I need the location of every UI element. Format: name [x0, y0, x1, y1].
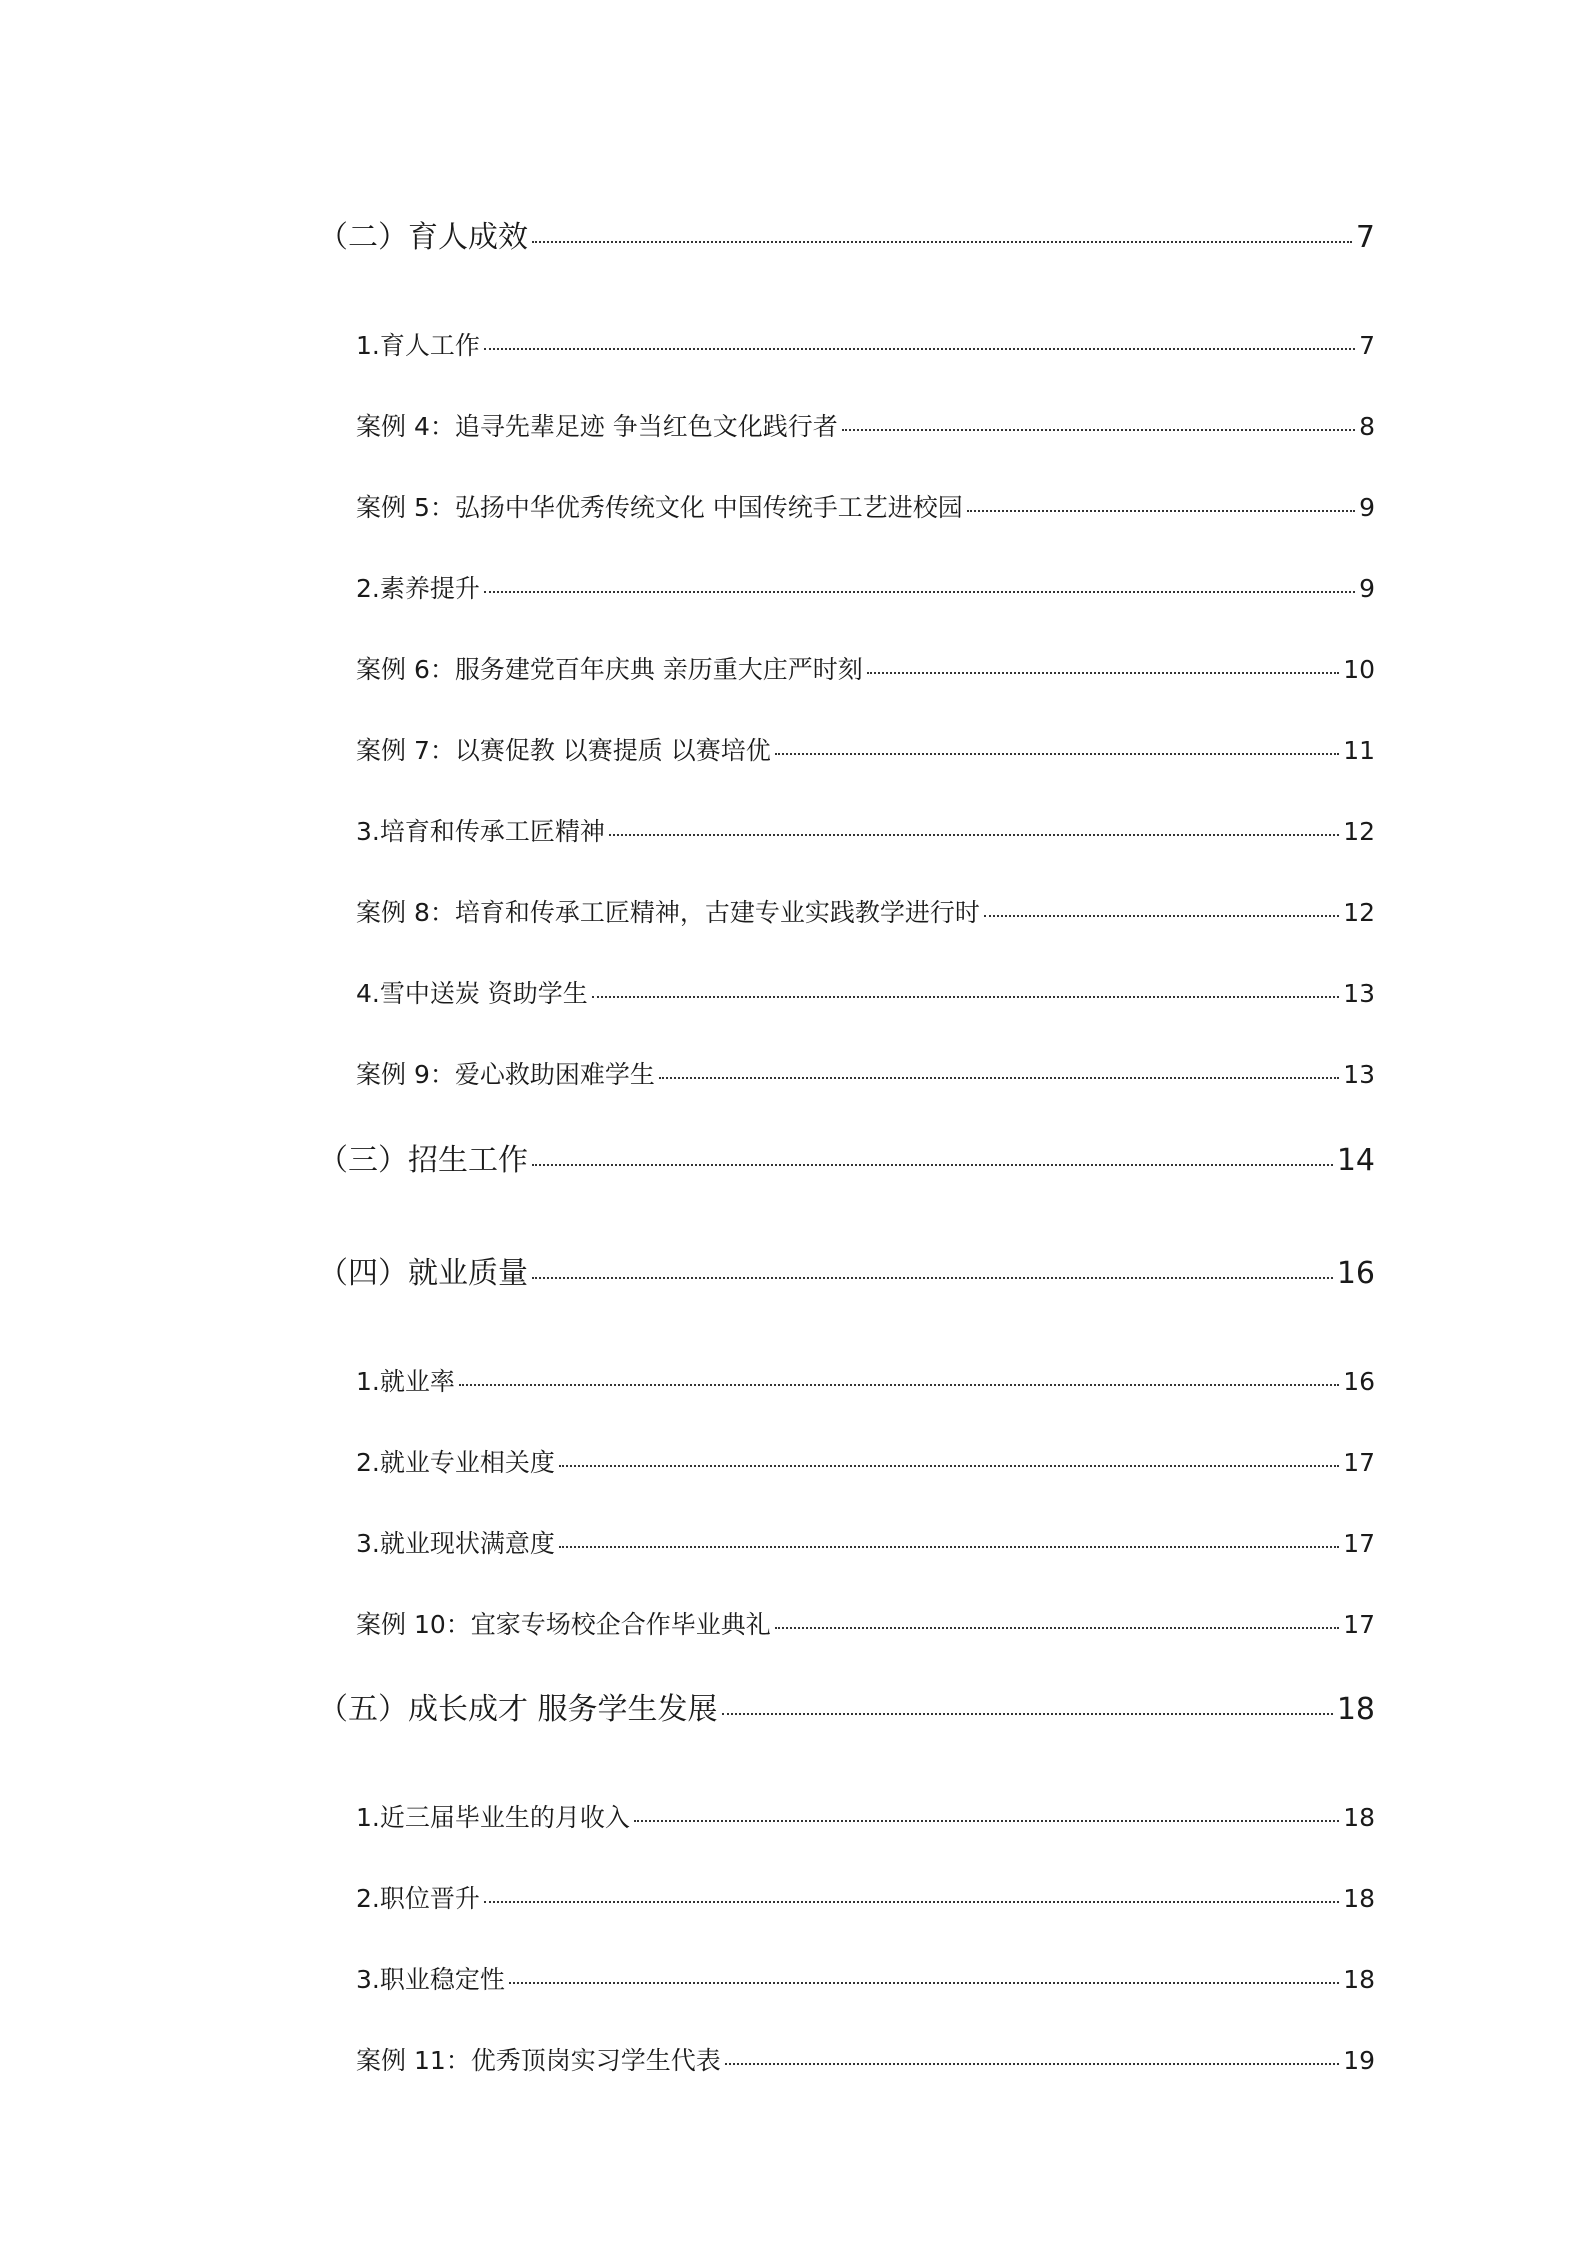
toc-entry-page: 18 — [1343, 1884, 1375, 1913]
toc-entry-page: 14 — [1336, 1143, 1375, 1178]
toc-entry-section-4[interactable] — [318, 1248, 1375, 1291]
toc-entry-section-3[interactable] — [318, 1135, 1375, 1178]
toc-entry-case[interactable] — [356, 650, 1375, 684]
dot-leader — [722, 1713, 1333, 1715]
toc-entry-title: （二）育人成效 — [318, 220, 528, 255]
toc-entry-item[interactable] — [356, 1798, 1375, 1832]
toc-entry-item[interactable] — [356, 1443, 1375, 1477]
toc-entry-title: （五）成长成才 服务学生发展 — [318, 1692, 718, 1727]
toc-entry-case[interactable] — [356, 2041, 1375, 2075]
toc-entry-item[interactable] — [356, 569, 1375, 603]
toc-entry-page: 7 — [1355, 220, 1375, 255]
toc-entry-page: 10 — [1343, 655, 1375, 684]
toc-entry-page: 17 — [1343, 1448, 1375, 1477]
dot-leader — [775, 753, 1339, 755]
dot-leader — [634, 1820, 1339, 1822]
toc-entry-page: 8 — [1359, 412, 1375, 441]
toc-entry-page: 13 — [1343, 1060, 1375, 1089]
toc-entry-title: 案例 11：优秀顶岗实习学生代表 — [356, 2046, 721, 2075]
toc-entry-title: 4.雪中送炭 资助学生 — [356, 979, 588, 1008]
toc-entry-title: 2.就业专业相关度 — [356, 1448, 555, 1477]
toc-entry-section-2[interactable] — [318, 212, 1375, 255]
toc-entry-title: 3.培育和传承工匠精神 — [356, 817, 605, 846]
toc-entry-title: 3.就业现状满意度 — [356, 1529, 555, 1558]
dot-leader — [967, 510, 1355, 512]
dot-leader — [532, 1164, 1333, 1166]
toc-entry-section-5[interactable] — [318, 1684, 1375, 1727]
toc-entry-case[interactable] — [356, 731, 1375, 765]
toc-entry-title: 案例 6：服务建党百年庆典 亲历重大庄严时刻 — [356, 655, 863, 684]
dot-leader — [775, 1627, 1339, 1629]
dot-leader — [842, 429, 1355, 431]
toc-entry-title: 2.素养提升 — [356, 574, 480, 603]
dot-leader — [867, 672, 1339, 674]
dot-leader — [725, 2063, 1339, 2065]
toc-entry-title: （四）就业质量 — [318, 1256, 528, 1291]
toc-entry-title: 2.职位晋升 — [356, 1884, 480, 1913]
toc-entry-page: 11 — [1343, 736, 1375, 765]
toc-entry-title: 案例 9：爱心救助困难学生 — [356, 1060, 655, 1089]
dot-leader — [509, 1982, 1339, 1984]
dot-leader — [559, 1465, 1339, 1467]
toc-entry-page: 19 — [1343, 2046, 1375, 2075]
dot-leader — [609, 834, 1339, 836]
toc-entry-page: 16 — [1343, 1367, 1375, 1396]
dot-leader — [484, 348, 1355, 350]
toc-entry-title: 1.就业率 — [356, 1367, 455, 1396]
toc-entry-title: 案例 5：弘扬中华优秀传统文化 中国传统手工艺进校园 — [356, 493, 963, 522]
toc-entry-case[interactable] — [356, 1055, 1375, 1089]
toc-entry-item[interactable] — [356, 1960, 1375, 1994]
toc-entry-page: 18 — [1336, 1692, 1375, 1727]
toc-entry-page: 17 — [1343, 1610, 1375, 1639]
dot-leader — [484, 591, 1355, 593]
dot-leader — [484, 1901, 1339, 1903]
toc-entry-item[interactable] — [356, 1362, 1375, 1396]
toc-entry-case[interactable] — [356, 1605, 1375, 1639]
toc-entry-title: 案例 8：培育和传承工匠精神，古建专业实践教学进行时 — [356, 898, 980, 927]
dot-leader — [459, 1384, 1339, 1386]
toc-entry-title: 案例 4：追寻先辈足迹 争当红色文化践行者 — [356, 412, 838, 441]
dot-leader — [532, 1277, 1333, 1279]
toc-entry-case[interactable] — [356, 488, 1375, 522]
dot-leader — [984, 915, 1339, 917]
toc-entry-page: 9 — [1359, 493, 1375, 522]
toc-entry-title: 1.近三届毕业生的月收入 — [356, 1803, 630, 1832]
toc-entry-item[interactable] — [356, 1524, 1375, 1558]
toc-entry-item[interactable] — [356, 1879, 1375, 1913]
dot-leader — [559, 1546, 1339, 1548]
toc-entry-page: 13 — [1343, 979, 1375, 1008]
toc-entry-page: 18 — [1343, 1803, 1375, 1832]
dot-leader — [532, 241, 1352, 243]
toc-entry-title: （三）招生工作 — [318, 1143, 528, 1178]
toc-entry-item[interactable] — [356, 974, 1375, 1008]
toc-entry-title: 3.职业稳定性 — [356, 1965, 505, 1994]
toc-entry-page: 9 — [1359, 574, 1375, 603]
toc-entry-case[interactable] — [356, 893, 1375, 927]
toc-entry-page: 17 — [1343, 1529, 1375, 1558]
toc-entry-page: 12 — [1343, 898, 1375, 927]
toc-entry-page: 16 — [1336, 1256, 1375, 1291]
toc-entry-title: 案例 7：以赛促教 以赛提质 以赛培优 — [356, 736, 771, 765]
toc-entry-item[interactable] — [356, 812, 1375, 846]
toc-entry-item[interactable] — [356, 326, 1375, 360]
toc-entry-page: 7 — [1359, 331, 1375, 360]
toc-entry-title: 1.育人工作 — [356, 331, 480, 360]
dot-leader — [592, 996, 1339, 998]
dot-leader — [659, 1077, 1339, 1079]
toc-entry-page: 12 — [1343, 817, 1375, 846]
toc-entry-page: 18 — [1343, 1965, 1375, 1994]
toc-entry-case[interactable] — [356, 407, 1375, 441]
toc-entry-title: 案例 10：宜家专场校企合作毕业典礼 — [356, 1610, 771, 1639]
